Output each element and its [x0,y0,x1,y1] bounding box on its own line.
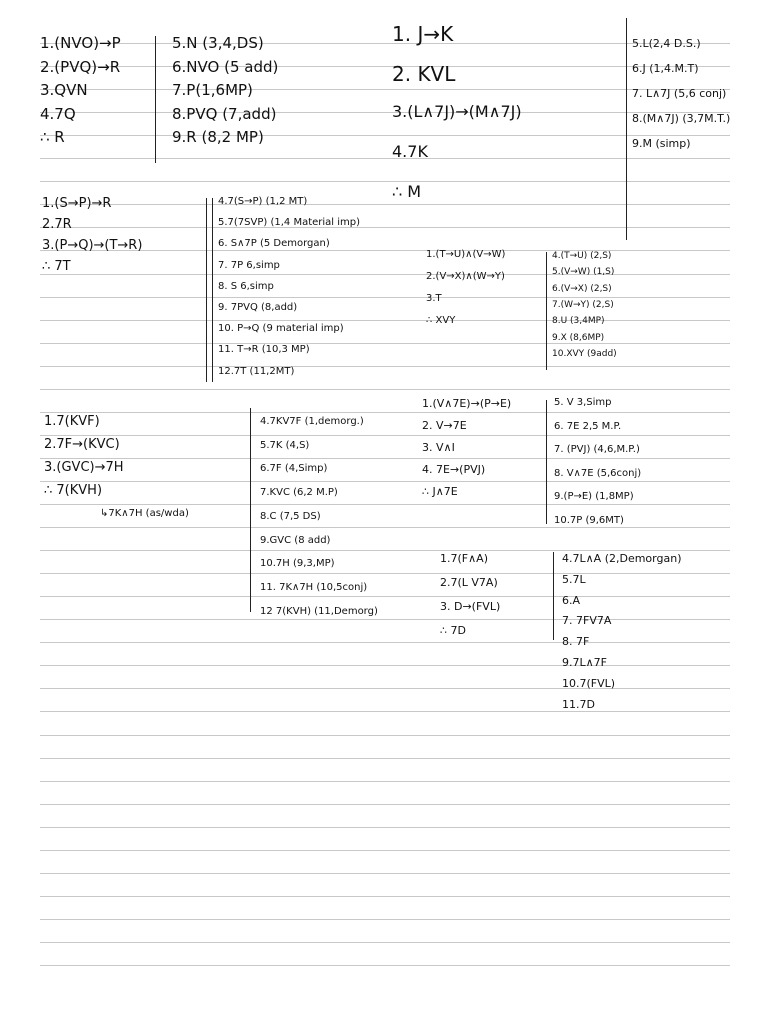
column-divider [546,400,547,524]
ruled-line [40,596,730,597]
proof-step-line: 5.7K (4,S) [260,440,310,451]
ruled-line [40,481,730,482]
ruled-line [40,343,730,344]
premise-line: 1.(NVO)→P [40,34,121,52]
proof-step-line: 9. 7PVQ (8,add) [218,302,298,313]
proof-step-line: 10.7(FVL) [562,677,616,690]
ruled-line [40,435,730,436]
proof-note: ↳7K∧7H (as/wda) [100,508,189,519]
proof-step-line: 10.XVY (9add) [552,349,617,359]
premise-line: 2.7(L V7A) [440,576,498,589]
premise-line: 1.(T→U)∧(V→W) [426,249,506,260]
premise-line: 3.(GVC)→7H [44,460,124,475]
proof-step-line: 6.7F (4,Simp) [260,463,328,474]
ruled-line [40,850,730,851]
proof-step-line: 10.7H (9,3,MP) [260,558,335,569]
proof-step-line: 7.KVC (6,2 M.P) [260,487,338,498]
proof-step-line: 8. V∧7E (5,6conj) [554,468,642,479]
column-divider [626,18,627,240]
proof-step-line: 7. L∧7J (5,6 conj) [632,87,727,100]
proof-step-line: 8. 7F [562,635,590,648]
proof-step-line: 7. (PVJ) (4,6,M.P.) [554,444,640,455]
proof-step-line: 6.A [562,594,581,607]
ruled-line [40,274,730,275]
proof-step-line: 9.R (8,2 MP) [172,128,264,146]
proof-step-line: 8.C (7,5 DS) [260,511,321,522]
proof-step-line: 9.X (8,6MP) [552,333,605,343]
column-divider [155,36,156,163]
proof-step-line: 9.M (simp) [632,137,691,150]
ruled-line [40,827,730,828]
proof-step-line: 12.7T (11,2MT) [218,366,295,377]
premise-line: 4.7K [392,142,428,161]
ruled-line [40,412,730,413]
conclusion-line: ∴ M [392,182,422,201]
proof-step-line: 8.PVQ (7,add) [172,105,277,123]
premise-line: 2. V→7E [422,419,467,432]
conclusion-line: ∴ 7D [440,624,466,637]
proof-step-line: 9.GVC (8 add) [260,535,331,546]
ruled-line [40,458,730,459]
proof-step-line: 6. S∧7P (5 Demorgan) [218,238,330,249]
proof-step-line: 5.7L [562,573,586,586]
ruled-line [40,711,730,712]
column-divider [553,552,554,640]
proof-step-line: 6.NVO (5 add) [172,58,279,76]
proof-step-line: 5. V 3,Simp [554,397,612,408]
proof-step-line: 6. 7E 2,5 M.P. [554,421,622,432]
column-divider [212,198,213,382]
conclusion-line: ∴ 7(KVH) [44,483,103,498]
premise-line: 1.(V∧7E)→(P→E) [422,397,512,410]
ruled-line [40,250,730,251]
ruled-line [40,619,730,620]
ruled-line [40,804,730,805]
proof-step-line: 5.(V→W) (1,S) [552,267,615,277]
proof-step-line: 5.7(7SVP) (1,4 Material imp) [218,217,361,228]
ruled-line [40,366,730,367]
proof-step-line: 7. 7P 6,simp [218,260,280,271]
proof-step-line: 9.(P→E) (1,8MP) [554,491,634,502]
ruled-line [40,297,730,298]
ruled-line [40,965,730,966]
column-divider [206,198,207,382]
ruled-line [40,504,730,505]
column-divider [546,252,547,370]
ruled-line [40,942,730,943]
proof-step-line: 12 7(KVH) (11,Demorg) [260,606,378,617]
premise-line: 3.(P→Q)→(T→R) [42,238,143,253]
conclusion-line: ∴ R [40,128,65,146]
premise-line: 1.7(KVF) [44,414,100,429]
proof-step-line: 6.J (1,4.M.T) [632,62,699,75]
ruled-line [40,320,730,321]
premise-line: 3.T [426,293,442,304]
ruled-line [40,781,730,782]
premise-line: 2.7R [42,217,72,232]
ruled-line [40,550,730,551]
premise-line: 1.7(F∧A) [440,552,488,565]
ruled-line [40,896,730,897]
proof-step-line: 4.7(S→P) (1,2 MT) [218,196,308,207]
proof-step-line: 8.U (3,4MP) [552,316,605,326]
proof-step-line: 4.(T→U) (2,S) [552,251,612,261]
ruled-line [40,688,730,689]
proof-step-line: 5.L(2,4 D.S.) [632,37,701,50]
proof-step-line: 4.7L∧A (2,Demorgan) [562,552,682,565]
proof-step-line: 10. P→Q (9 material imp) [218,323,344,334]
premise-line: 2.(V→X)∧(W→Y) [426,271,505,282]
conclusion-line: ∴ J∧7E [422,485,458,498]
conclusion-line: ∴ XVY [426,315,456,326]
premise-line: 4.7Q [40,105,76,123]
proof-step-line: 11. 7K∧7H (10,5conj) [260,582,368,593]
ruled-line [40,389,730,390]
premise-line: 2.(PVQ)→R [40,58,121,76]
premise-line: 3.(L∧7J)→(M∧7J) [392,102,522,121]
column-divider [250,408,251,612]
ruled-line [40,642,730,643]
proof-step-line: 9.7L∧7F [562,656,607,669]
ruled-line [40,758,730,759]
ruled-line [40,527,730,528]
premise-line: 3.QVN [40,81,88,99]
ruled-line [40,573,730,574]
ruled-line [40,665,730,666]
proof-step-line: 8. S 6,simp [218,281,274,292]
proof-step-line: 11.7D [562,698,595,711]
conclusion-line: ∴ 7T [42,259,71,274]
proof-step-line: 8.(M∧7J) (3,7M.T.) [632,112,731,125]
premise-line: 2. KVL [392,62,456,86]
premise-line: 3. V∧I [422,441,455,454]
proof-step-line: 7.(W→Y) (2,S) [552,300,614,310]
proof-step-line: 10.7P (9,6MT) [554,515,624,526]
proof-step-line: 4.7KV7F (1,demorg.) [260,416,364,427]
proof-step-line: 6.(V→X) (2,S) [552,284,612,294]
proof-step-line: 11. T→R (10,3 MP) [218,344,310,355]
premise-line: 2.7F→(KVC) [44,437,120,452]
ruled-line [40,873,730,874]
premise-line: 3. D→(FVL) [440,600,501,613]
proof-step-line: 7.P(1,6MP) [172,81,253,99]
ruled-line [40,735,730,736]
premise-line: 4. 7E→(PVJ) [422,463,486,476]
premise-line: 1. J→K [392,22,454,46]
premise-line: 1.(S→P)→R [42,196,112,211]
proof-step-line: 5.N (3,4,DS) [172,34,264,52]
ruled-line [40,919,730,920]
proof-step-line: 7. 7FV7A [562,614,612,627]
